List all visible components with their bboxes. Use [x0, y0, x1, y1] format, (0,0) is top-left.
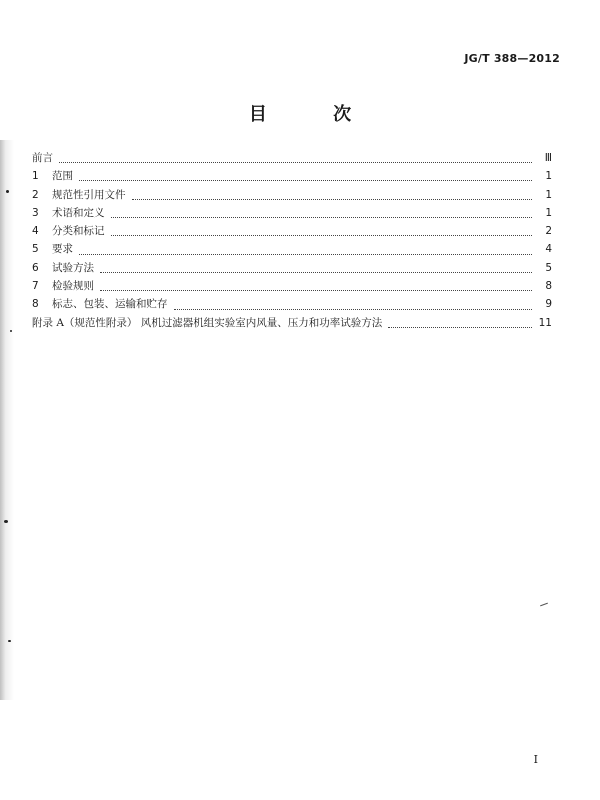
dot-leader	[100, 271, 532, 273]
toc-entry-page: 9	[545, 298, 552, 311]
toc-entry[interactable]	[32, 168, 552, 186]
dot-leader	[79, 179, 532, 181]
dot-leader	[174, 308, 533, 310]
toc-entry-number: 3	[32, 206, 39, 219]
toc-entry-number: 4	[32, 225, 39, 238]
toc-entry-page: Ⅲ	[544, 152, 552, 164]
scan-speck	[8, 640, 11, 642]
toc-entry[interactable]	[32, 223, 552, 241]
toc-entry-number: 7	[32, 280, 39, 293]
dot-leader	[100, 289, 532, 291]
toc-entry-page: 1	[545, 206, 552, 219]
scan-speck	[10, 330, 12, 332]
toc-entry-page: 1	[545, 188, 552, 201]
toc-entry[interactable]	[32, 241, 552, 259]
dot-leader	[132, 198, 533, 200]
standard-number: JG/T 388—2012	[464, 52, 560, 65]
toc-entry-label: 附录 A（规范性附录） 风机过滤器机组实验室内风量、压力和功率试验方法	[32, 316, 383, 329]
toc-title: 目 次	[248, 104, 382, 125]
toc-entry-label: 术语和定义	[52, 206, 105, 219]
toc-entry-page: 5	[545, 261, 552, 274]
scan-speck	[6, 190, 9, 193]
toc-entry-page: 8	[545, 280, 552, 293]
toc-entry-page: 11	[538, 316, 552, 329]
toc-entry[interactable]	[32, 187, 552, 205]
toc-entry-label: 前言	[32, 152, 53, 164]
toc-entry-foreword[interactable]	[32, 150, 552, 168]
dot-leader	[111, 234, 533, 236]
toc-entry[interactable]	[32, 296, 552, 314]
dot-leader	[111, 216, 533, 218]
toc-entry-annex-a[interactable]	[32, 315, 552, 333]
scan-shadow-edge	[0, 140, 14, 700]
dot-leader	[388, 326, 532, 328]
toc-entry-page: 2	[545, 225, 552, 238]
toc-entry-label: 要求	[52, 243, 73, 256]
toc-entry[interactable]	[32, 260, 552, 278]
toc-entry-number: 8	[32, 298, 39, 311]
toc-entry-number: 6	[32, 261, 39, 274]
dot-leader	[59, 161, 532, 163]
toc-entry-label: 规范性引用文件	[52, 188, 126, 201]
scan-mark	[540, 603, 548, 607]
toc-entry-page: 1	[545, 170, 552, 183]
toc-entry-number: 2	[32, 188, 39, 201]
dot-leader	[79, 253, 532, 255]
toc-entry-label: 分类和标记	[52, 225, 105, 238]
toc-entry-number: 1	[32, 170, 39, 183]
toc-entry-label: 范围	[52, 170, 73, 183]
toc-entry-page: 4	[545, 243, 552, 256]
toc-entry[interactable]	[32, 205, 552, 223]
scan-speck	[4, 520, 8, 523]
toc-entry-label: 标志、包装、运输和贮存	[52, 298, 168, 311]
page-number: I	[533, 753, 538, 766]
table-of-contents	[32, 150, 552, 333]
toc-entry-number: 5	[32, 243, 39, 256]
toc-entry-label: 检验规则	[52, 280, 94, 293]
toc-entry-label: 试验方法	[52, 261, 94, 274]
toc-entry[interactable]	[32, 278, 552, 296]
